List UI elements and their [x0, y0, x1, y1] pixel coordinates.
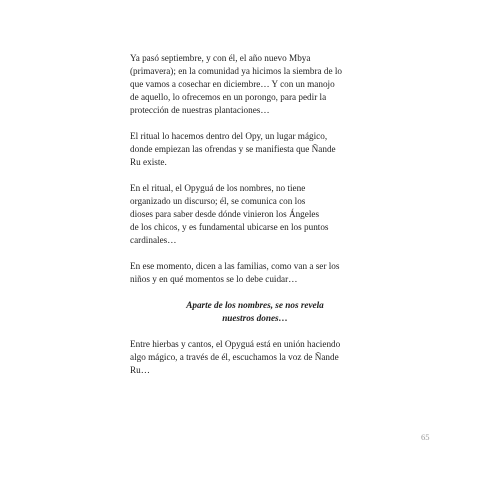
paragraph-1: Ya pasó septiembre, y con él, el año nuevo Mbya (primavera); en la comunidad ya hicimos la siembra de lo que vamos a cosechar en diciembre… Y con un manojo de aquello, lo ofrecemos en un porongo, para pedir la protección de nuestras plantaciones…: [130, 53, 343, 115]
paragraph-5: Entre hierbas y cantos, el Opyguá está en unión haciendo algo mágico, a través de él, escuchamos la voz de Ñande Ru…: [130, 339, 341, 375]
body-text: [130, 52, 380, 390]
pull-quote: Aparte de los nombres, se nos revela nuestros dones…: [186, 300, 324, 323]
page-number: 65: [421, 432, 430, 442]
paragraph-2: El ritual lo hacemos dentro del Opy, un lugar mágico, donde empiezan las ofrendas y se manifiesta que Ñande Ru existe.: [130, 131, 336, 167]
paragraph-3: En el ritual, el Opyguá de los nombres, no tiene organizado un discurso; él, se comunica con los dioses para saber desde dónde vinieron los Ángeles de los chicos, y es fundamental ubicarse en los puntos cardinales…: [130, 183, 329, 245]
paragraph-4: En ese momento, dicen a las familias, como van a ser los niños y en qué momentos se lo debe cuidar…: [130, 261, 340, 284]
